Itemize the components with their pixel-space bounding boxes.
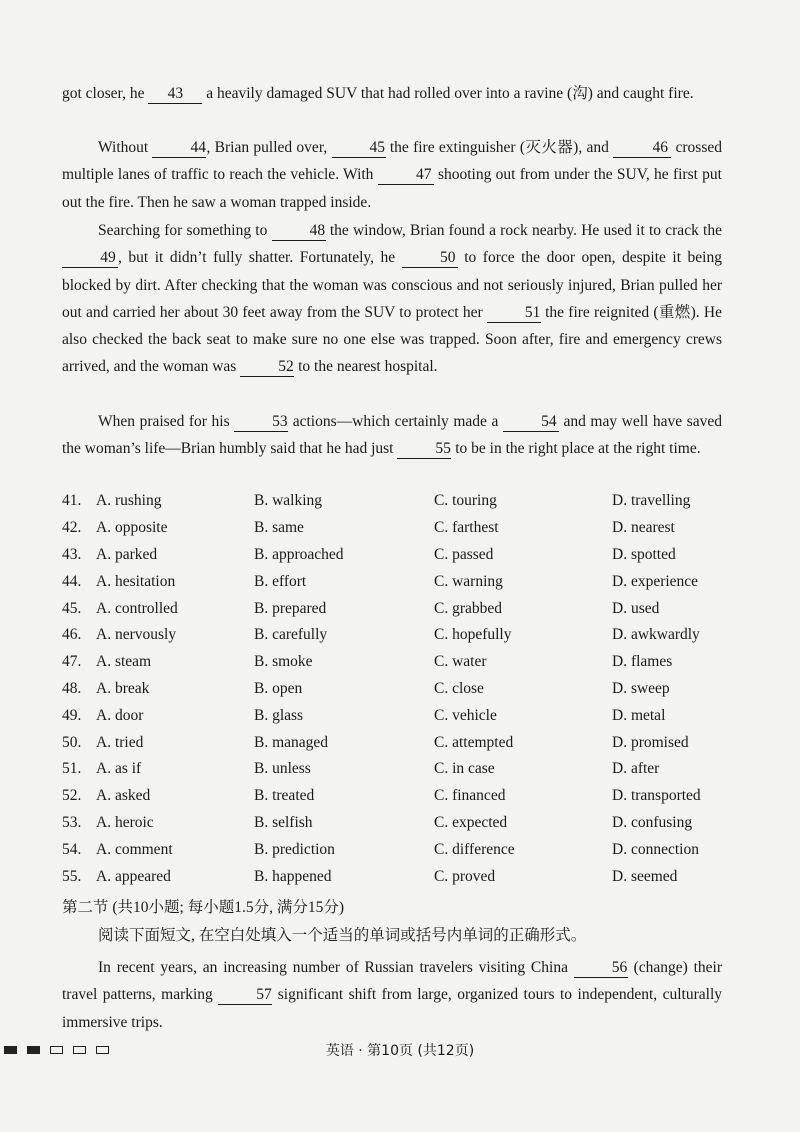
- blank-54[interactable]: 54: [503, 413, 559, 432]
- option-d[interactable]: D. transported: [612, 787, 701, 805]
- passage2-paragraph-1: In recent years, an increasing number of Russian travelers visiting China 56 (change) their travel patterns, marking 57 significant shift from large, organized tours to independent, culturally immersive trips.: [62, 959, 722, 1031]
- option-row-47: [62, 649, 742, 676]
- option-b[interactable]: B. selfish: [254, 813, 313, 831]
- option-row-49: [62, 702, 742, 729]
- option-a[interactable]: A. as if: [96, 760, 142, 778]
- option-a[interactable]: A. nervously: [96, 626, 177, 644]
- option-d[interactable]: D. experience: [612, 572, 699, 590]
- option-a[interactable]: A. controlled: [96, 599, 178, 617]
- option-row-51: [62, 756, 742, 783]
- blank-45[interactable]: 45: [332, 139, 386, 158]
- passage-paragraph-2: Without 44, Brian pulled over, 45 the fire extinguisher (灭火器), and 46 crossed multiple lanes of traffic to reach the vehicle. With 47 shooting out from under the SUV, he first put out the fire. Then he saw a woman trapped inside.: [62, 139, 722, 211]
- answer-options: [62, 488, 742, 890]
- option-c[interactable]: C. grabbed: [434, 599, 503, 617]
- option-row-44: [62, 568, 742, 595]
- option-c[interactable]: C. financed: [434, 787, 506, 805]
- question-number: 51.: [62, 760, 82, 778]
- blank-47[interactable]: 47: [378, 166, 434, 185]
- option-c[interactable]: C. passed: [434, 545, 494, 563]
- option-d[interactable]: D. sweep: [612, 679, 670, 697]
- question-number: 50.: [62, 733, 82, 751]
- page-footer: 英语 · 第10页 (共12页): [325, 1043, 475, 1059]
- question-number: 47.: [62, 653, 82, 671]
- option-a[interactable]: A. opposite: [96, 519, 168, 537]
- question-number: 49.: [62, 706, 82, 724]
- option-row-43: [62, 542, 742, 569]
- option-b[interactable]: B. treated: [254, 787, 315, 805]
- option-c[interactable]: C. touring: [434, 492, 497, 510]
- option-d[interactable]: D. travelling: [612, 492, 691, 510]
- blank-55[interactable]: 55: [397, 440, 451, 459]
- option-b[interactable]: B. open: [254, 679, 303, 697]
- option-a[interactable]: A. asked: [96, 787, 151, 805]
- option-d[interactable]: D. metal: [612, 706, 666, 724]
- blank-52[interactable]: 52: [240, 358, 294, 377]
- blank-53[interactable]: 53: [234, 413, 288, 432]
- option-b[interactable]: B. happened: [254, 867, 332, 885]
- option-c[interactable]: C. attempted: [434, 733, 514, 751]
- question-number: 45.: [62, 599, 82, 617]
- option-row-52: [62, 783, 742, 810]
- option-a[interactable]: A. break: [96, 679, 150, 697]
- question-number: 53.: [62, 813, 82, 831]
- option-b[interactable]: B. approached: [254, 545, 344, 563]
- option-b[interactable]: B. prediction: [254, 840, 335, 858]
- option-row-42: [62, 515, 742, 542]
- option-c[interactable]: C. proved: [434, 867, 496, 885]
- option-row-53: [62, 810, 742, 837]
- blank-56[interactable]: 56: [574, 959, 628, 978]
- option-d[interactable]: D. nearest: [612, 519, 675, 537]
- option-d[interactable]: D. seemed: [612, 867, 678, 885]
- question-number: 55.: [62, 867, 82, 885]
- option-b[interactable]: B. smoke: [254, 653, 313, 671]
- option-c[interactable]: C. farthest: [434, 519, 499, 537]
- option-c[interactable]: C. in case: [434, 760, 495, 778]
- question-number: 43.: [62, 545, 82, 563]
- option-a[interactable]: A. steam: [96, 653, 152, 671]
- blank-44[interactable]: 44: [152, 139, 206, 158]
- option-row-48: [62, 676, 742, 703]
- option-row-46: [62, 622, 742, 649]
- option-row-41: [62, 488, 742, 515]
- blank-48[interactable]: 48: [272, 222, 326, 241]
- option-b[interactable]: B. glass: [254, 706, 304, 724]
- option-row-55: [62, 863, 742, 890]
- option-a[interactable]: A. hesitation: [96, 572, 176, 590]
- blank-43[interactable]: 43: [148, 85, 202, 104]
- option-c[interactable]: C. difference: [434, 840, 515, 858]
- question-number: 48.: [62, 679, 82, 697]
- option-d[interactable]: D. after: [612, 760, 660, 778]
- option-a[interactable]: A. rushing: [96, 492, 162, 510]
- option-a[interactable]: A. tried: [96, 733, 144, 751]
- blank-49[interactable]: 49: [62, 249, 118, 268]
- passage-paragraph-3: Searching for something to 48 the window, Brian found a rock nearby. He used it to crack the 49 , but it didn’t fully shatter. Fortunately, he 50 to force the door open, despite it being blocked by dirt. After checking that the woman was conscious and not seriously injured, Brian pulled her out and carried her about 30 feet away from the SUV to protect her 51 the fire reignited (重燃). He also checked the back seat to make sure no one else was trapped. Soon after, fire and emergency crews arrived, and the woman was 52 to the nearest hospital.: [62, 222, 722, 376]
- option-a[interactable]: A. appeared: [96, 867, 171, 885]
- option-d[interactable]: D. confusing: [612, 813, 693, 831]
- question-number: 44.: [62, 572, 82, 590]
- question-number: 41.: [62, 492, 82, 510]
- option-b[interactable]: B. same: [254, 519, 304, 537]
- option-d[interactable]: D. flames: [612, 653, 673, 671]
- section-title: 第二节 (共10小题; 每小题1.5分, 满分15分): [62, 899, 345, 916]
- option-b[interactable]: B. prepared: [254, 599, 327, 617]
- blank-50[interactable]: 50: [402, 249, 458, 268]
- blank-57[interactable]: 57: [218, 986, 272, 1005]
- option-d[interactable]: D. connection: [612, 840, 699, 858]
- option-d[interactable]: D. awkwardly: [612, 626, 700, 644]
- instruction-text: 阅读下面短文, 在空白处填入一个适当的单词或括号内单词的正确形式。: [98, 927, 587, 944]
- blank-46[interactable]: 46: [613, 139, 671, 158]
- question-number: 42.: [62, 519, 82, 537]
- question-number: 54.: [62, 840, 82, 858]
- option-row-50: [62, 729, 742, 756]
- option-row-54: [62, 836, 742, 863]
- option-row-45: [62, 595, 742, 622]
- question-number: 46.: [62, 626, 82, 644]
- option-a[interactable]: A. door: [96, 706, 144, 724]
- option-b[interactable]: B. unless: [254, 760, 311, 778]
- option-b[interactable]: B. effort: [254, 572, 307, 590]
- option-d[interactable]: D. spotted: [612, 545, 676, 563]
- option-a[interactable]: A. heroic: [96, 813, 154, 831]
- passage-paragraph-1: got closer, he 43 a heavily damaged SUV that had rolled over into a ravine (沟) and caught fire.: [62, 85, 694, 102]
- option-c[interactable]: C. hopefully: [434, 626, 512, 644]
- option-c[interactable]: C. close: [434, 679, 484, 697]
- option-c[interactable]: C. warning: [434, 572, 503, 590]
- option-a[interactable]: A. comment: [96, 840, 173, 858]
- blank-51[interactable]: 51: [487, 304, 541, 323]
- option-d[interactable]: D. used: [612, 599, 660, 617]
- option-c[interactable]: C. vehicle: [434, 706, 497, 724]
- question-number: 52.: [62, 787, 82, 805]
- option-c[interactable]: C. water: [434, 653, 487, 671]
- option-b[interactable]: B. walking: [254, 492, 323, 510]
- option-c[interactable]: C. expected: [434, 813, 508, 831]
- option-b[interactable]: B. carefully: [254, 626, 328, 644]
- option-a[interactable]: A. parked: [96, 545, 158, 563]
- option-b[interactable]: B. managed: [254, 733, 329, 751]
- passage-paragraph-4: When praised for his 53 actions—which certainly made a 54 and may well have saved the woman’s life—Brian humbly said that he had just 55 to be in the right place at the right time.: [62, 413, 722, 458]
- option-d[interactable]: D. promised: [612, 733, 689, 751]
